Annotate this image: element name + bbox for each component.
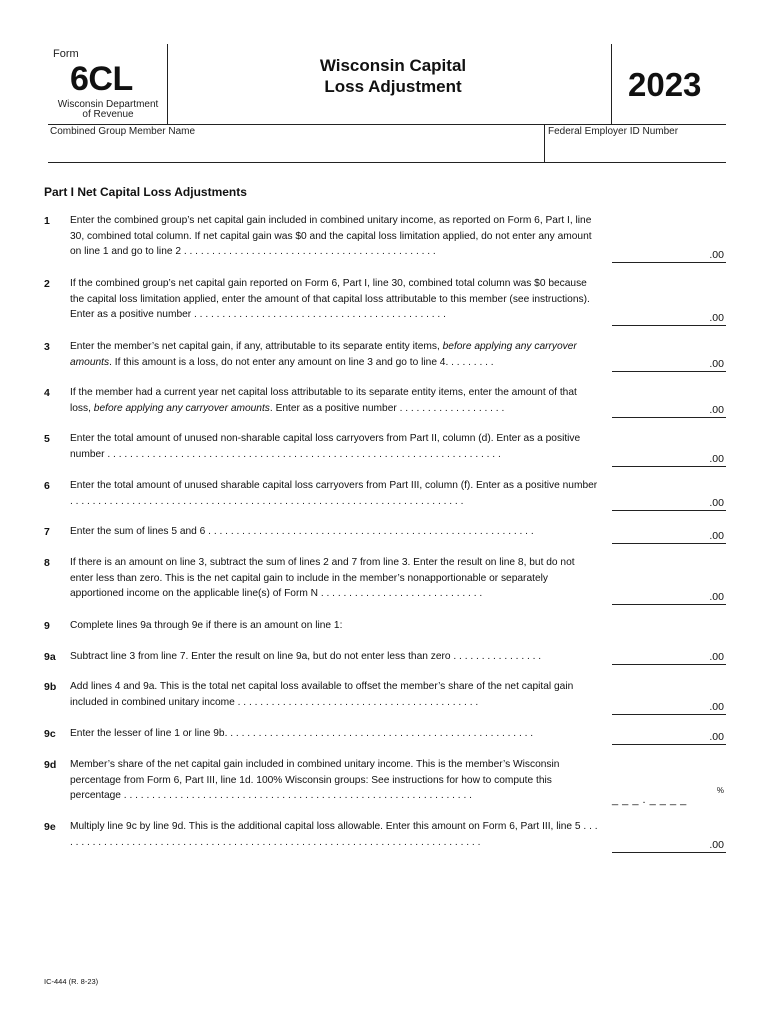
line-9b-text: Add lines 4 and 9a. This is the total net capital loss available to offset the member’s share of the net capital gain included in combined unitary income . . . . . . . . . . . . . . . . . . . . . . . . . . . . . . . . . . . . . . . . . . . xyxy=(70,681,574,708)
line-2-amount[interactable] xyxy=(612,309,726,326)
amount-cents: .00 xyxy=(709,497,724,509)
line-7-text: Enter the sum of lines 5 and 6 . . . . . . . . . . . . . . . . . . . . . . . . . . . . . . . . . . . . . . . . . . . . . . . . . . . . . . . . . . xyxy=(70,526,534,537)
line-number: 7 xyxy=(44,526,50,538)
department-line1: Wisconsin Department xyxy=(57,99,159,110)
line-9d-text: Member’s share of the net capital gain included in combined unitary income. This is the member’s Wisconsin percentage from Form 6, Part III, line 1d. 100% Wisconsin groups: See instructions for how to compute this percentage . . . . . . . . . . . . . . . . . . . . . . . . . . . . . . . . . . . . . . . . . . . . . . . . . . . . . . . . . . . . . . xyxy=(70,759,560,801)
part1-heading: Part I Net Capital Loss Adjustments xyxy=(44,185,247,199)
line-number: 9a xyxy=(44,651,56,663)
amount-cents: .00 xyxy=(709,591,724,603)
amount-cents: .00 xyxy=(709,312,724,324)
form-label: Form xyxy=(53,48,79,60)
line-number: 1 xyxy=(44,215,50,227)
percent-sign: % xyxy=(716,786,724,795)
amount-cents: .00 xyxy=(709,530,724,542)
line-number: 4 xyxy=(44,387,50,399)
line-number: 9b xyxy=(44,681,57,693)
member-name-label: Combined Group Member Name xyxy=(50,126,196,137)
line-1-amount[interactable] xyxy=(612,246,726,263)
line-9a-amount[interactable] xyxy=(612,648,726,665)
line-4-amount[interactable] xyxy=(612,401,726,418)
amount-cents: .00 xyxy=(709,731,724,743)
line-9-text: Complete lines 9a through 9e if there is an amount on line 1: xyxy=(70,620,343,631)
line-number: 8 xyxy=(44,557,50,569)
line-8-amount[interactable] xyxy=(612,588,726,605)
line-6-amount[interactable] xyxy=(612,494,726,511)
amount-cents: .00 xyxy=(709,839,724,851)
line-9c-text: Enter the lesser of line 1 or line 9b. . . . . . . . . . . . . . . . . . . . . . . . . . . . . . . . . . . . . . . . . . . . . . . . . . . . . . . xyxy=(70,728,534,739)
line-7-amount[interactable] xyxy=(612,527,726,544)
amount-cents: .00 xyxy=(709,651,724,663)
fein-label: Federal Employer ID Number xyxy=(548,126,679,137)
form-number: 6CL xyxy=(70,60,133,98)
line-number: 5 xyxy=(44,433,50,445)
line-number: 9 xyxy=(44,620,50,632)
line-9a-text: Subtract line 3 from line 7. Enter the result on line 9a, but do not enter less than zero . . . . . . . . . . . . . . . . xyxy=(70,651,542,662)
percentage-mask: _ _ _ . _ _ _ _ xyxy=(612,794,687,806)
title-line1: Wisconsin Capital xyxy=(319,56,467,75)
line-3-text: Enter the member’s net capital gain, if any, attributable to its separate entity items, before applying any carryover amounts. If this amount is a loss, do not enter any amount on line 3 and go to line 4. . . . . . . . . xyxy=(70,341,577,368)
line-number: 3 xyxy=(44,341,50,353)
line-9c-amount[interactable] xyxy=(612,728,726,745)
line-3-amount[interactable] xyxy=(612,355,726,372)
line-2-text: If the combined group’s net capital gain reported on Form 6, Part I, line 30, combined total column was $0 because the capital loss limitation applied, enter the amount of that capital loss attributable to this member (see instructions). Enter as a positive number . . . . . . . . . . . . . . . . . . . . . . . . . . . . . . . . . . . . . . . . . . . . . xyxy=(70,278,590,320)
tax-year: 2023 xyxy=(628,66,702,103)
line-5-text: Enter the total amount of unused non-sharable capital loss carryovers from Part II, column (d). Enter as a positive number . . . . . . . . . . . . . . . . . . . . . . . . . . . . . . . . . . . . . . . . . . . . . . . . . . . . . . . . . . . . . . . . . . . . . . xyxy=(70,433,581,460)
line-9d-percentage[interactable] xyxy=(612,786,726,806)
amount-cents: .00 xyxy=(709,358,724,370)
fein-field[interactable] xyxy=(545,124,726,162)
line-number: 9d xyxy=(44,759,57,771)
form-code: IC-444 (R. 8-23) xyxy=(44,977,99,986)
line-5-amount[interactable] xyxy=(612,450,726,467)
department-line2: of Revenue xyxy=(82,109,134,120)
amount-cents: .00 xyxy=(709,249,724,261)
line-number: 9c xyxy=(44,728,56,740)
line-9b-amount[interactable] xyxy=(612,698,726,715)
line-number: 2 xyxy=(44,278,50,290)
amount-cents: .00 xyxy=(709,404,724,416)
line-number: 6 xyxy=(44,480,50,492)
line-9e-text: Multiply line 9c by line 9d. This is the additional capital loss allowable. Enter this amount on Form 6, Part III, line 5 . . . . . . . . . . . . . . . . . . . . . . . . . . . . . . . . . . . . . . . . . . . . . . . . . . . . . . . . . . . . . . . . . . . . . . . . . . . . xyxy=(70,821,598,848)
form-title xyxy=(280,55,506,97)
line-1-text: Enter the combined group’s net capital gain included in combined unitary income, as reported on Form 6, Part I, line 30, combined total column. If net capital gain was $0 and the capital loss limitation applied, do not enter any amount on line 1 and go to line 2 . . . . . . . . . . . . . . . . . . . . . . . . . . . . . . . . . . . . . . . . . . . . . xyxy=(70,215,592,257)
line-8-text: If there is an amount on line 3, subtract the sum of lines 2 and 7 from line 3. Enter the result on line 8, but do not enter less than zero. This is the net capital gain to include in the member’s nonapportionable or separately apportioned income on the applicable line(s) of Form N . . . . . . . . . . . . . . . . . . . . . . . . . . . . . xyxy=(70,557,575,599)
line-6-text: Enter the total amount of unused sharable capital loss carryovers from Part III, column (f). Enter as a positive number . . . . . . . . . . . . . . . . . . . . . . . . . . . . . . . . . . . . . . . . . . . . . . . . . . . . . . . . . . . . . . . . . . . . . . xyxy=(70,480,598,507)
line-4-text: If the member had a current year net capital loss attributable to its separate entity items, enter the amount of that loss, before applying any carryover amounts. Enter as a positive number . . . . . . . . . . . . . . . . . . . xyxy=(70,387,577,414)
member-name-field[interactable] xyxy=(48,124,544,162)
amount-cents: .00 xyxy=(709,701,724,713)
department-name xyxy=(53,100,163,120)
amount-cents: .00 xyxy=(709,453,724,465)
title-line2: Loss Adjustment xyxy=(324,77,462,96)
line-number: 9e xyxy=(44,821,56,833)
line-9e-amount[interactable] xyxy=(612,836,726,853)
